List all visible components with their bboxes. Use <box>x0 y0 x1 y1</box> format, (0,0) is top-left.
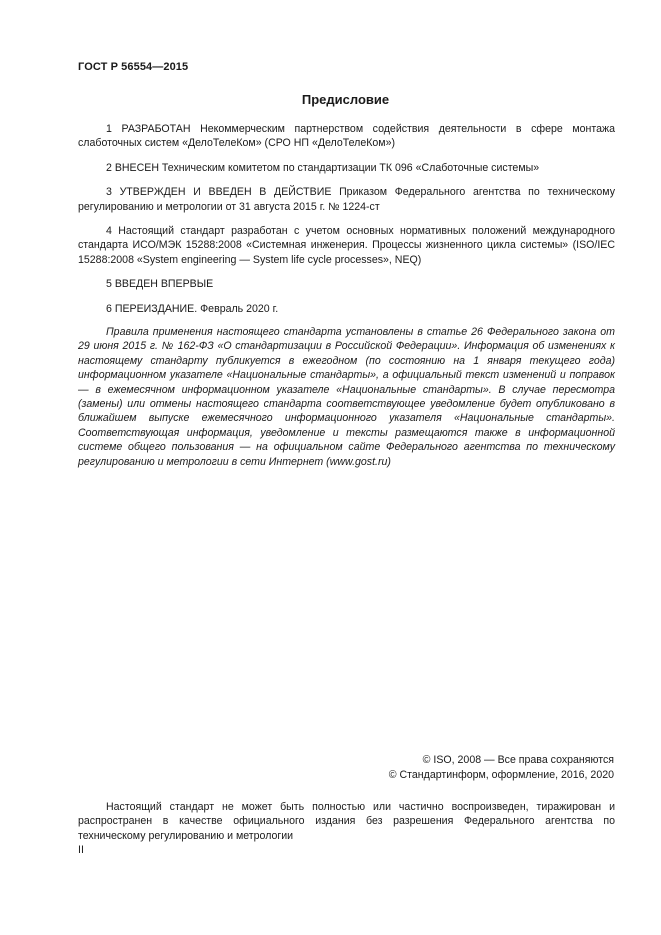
foreword-item-4: 4 Настоящий стандарт разработан с учетом основных нормативных положений международного стандарта ИСО/МЭК 15288:2008 «Системная инженерия. Процессы жизненного цикла системы» (ISO/IEC 15288:2008 «System engineering — System life cycle processes», NEQ) <box>78 225 615 266</box>
copyright-block <box>389 753 614 782</box>
document-id-header: ГОСТ Р 56554—2015 <box>78 61 189 73</box>
foreword-item-1: 1 РАЗРАБОТАН Некоммерческим партнерством содействия деятельности в сфере монтажа слаботочных систем «ДелоТелеКом» (СРО НП «ДелоТелеКом») <box>78 123 615 150</box>
foreword-items <box>78 122 615 326</box>
foreword-item-3: 3 УТВЕРЖДЕН И ВВЕДЕН В ДЕЙСТВИЕ Приказом Федерального агентства по техническому регулированию и метрологии от 31 августа 2015 г. № 1224-ст <box>78 186 615 213</box>
reproduction-notice: Настоящий стандарт не может быть полностью или частично воспроизведен, тиражирован и распространен в качестве официального издания без разрешения Федерального агентства по техническому регулированию и метрологии <box>78 801 615 842</box>
foreword-item-6: 6 ПЕРЕИЗДАНИЕ. Февраль 2020 г. <box>106 302 279 315</box>
foreword-item-2: 2 ВНЕСЕН Техническим комитетом по стандартизации ТК 096 «Слаботочные системы» <box>106 161 540 174</box>
page-number: II <box>78 844 84 856</box>
page-title: Предисловие <box>301 92 390 107</box>
application-rules-note: Правила применения настоящего стандарта установлены в статье 26 Федерального закона от 29 июня 2015 г. № 162-ФЗ «О стандартизации в Российской Федерации». Информация об изменениях к настоящему стандарту публикуется в ежегодном (по состоянию на 1 января текущего года) информационном указателе «Национальные стандарты», а официальный текст изменений и поправок — в ежемесячном информационном указателе «Национальные стандарты». В случае пересмотра (замены) или отмены настоящего стандарта соответствующее уведомление будет опубликовано в ближайшем выпуске ежемесячного информационного указателя «Национальные стандарты». Соответствующая информация, уведомление и тексты размещаются также в информационной системе общего пользования — на официальном сайте Федерального агентства по техническому регулированию и метрологии в сети Интернет (www.gost.ru) <box>78 326 615 468</box>
copyright-standartinform: © Стандартинформ, оформление, 2016, 2020 <box>388 768 614 781</box>
foreword-item-5: 5 ВВЕДЕН ВПЕРВЫЕ <box>106 278 214 291</box>
copyright-iso: © ISO, 2008 — Все права сохраняются <box>422 754 614 766</box>
